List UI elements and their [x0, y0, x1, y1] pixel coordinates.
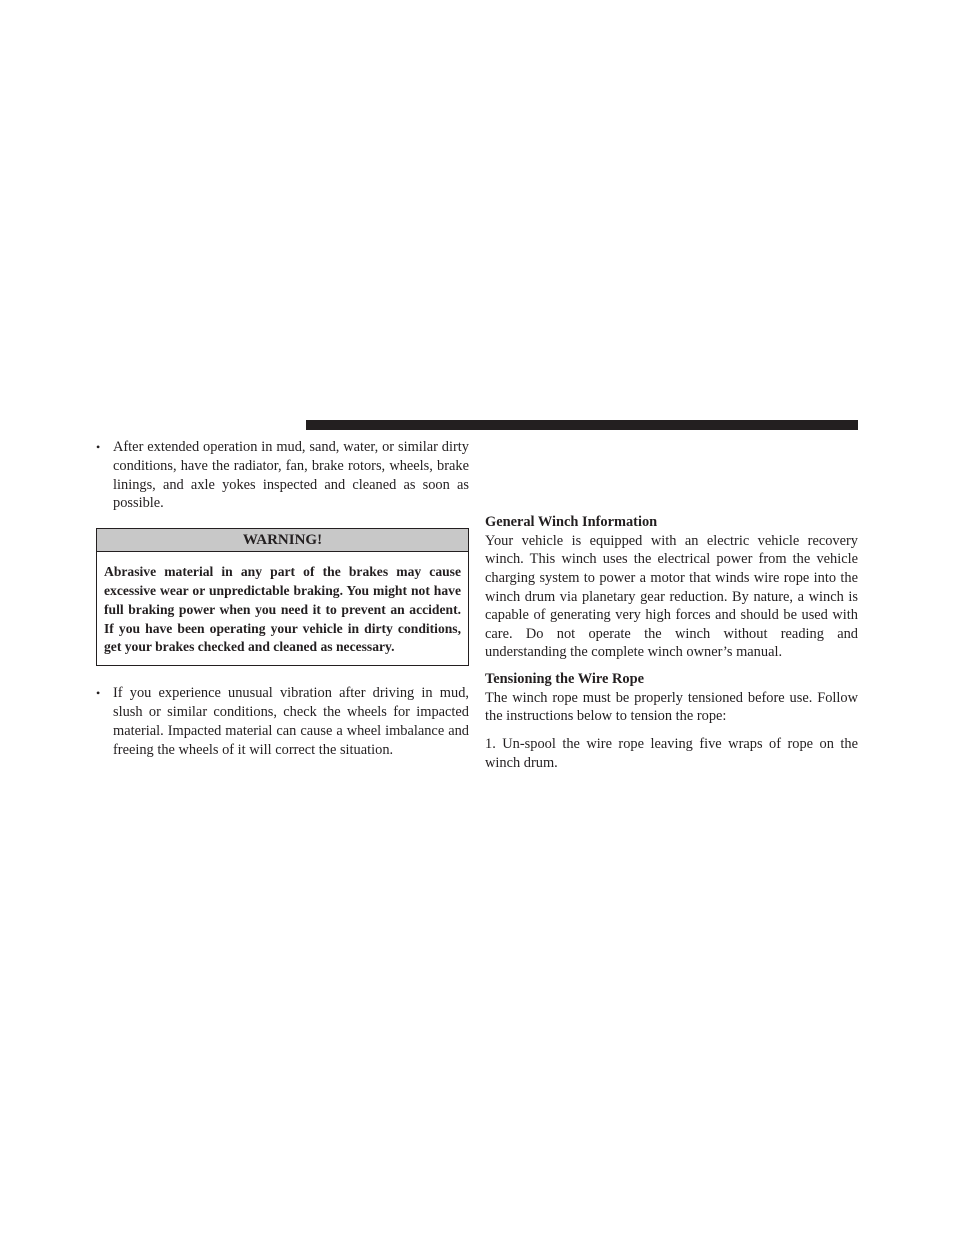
paragraph-tensioning: The winch rope must be properly tensioned before use. Follow the instructions below to tension the rope:	[485, 689, 858, 725]
section-header-bar	[306, 420, 858, 430]
warning-title: WARNING!	[97, 529, 468, 552]
warning-box	[96, 528, 469, 666]
bullet-dot: •	[96, 686, 101, 701]
step-1: 1. Un-spool the wire rope leaving five wraps of rope on the winch drum.	[485, 735, 858, 771]
section-heading-tensioning: Tensioning the Wire Rope	[485, 670, 644, 687]
paragraph-general-winch: Your vehicle is equipped with an electric vehicle recovery winch. This winch uses the electrical power from the vehicle charging system to power a motor that winds wire rope into the winch drum via planetary gear reduction. By nature, a winch is capable of generating very high forces and should be used with care. Do not operate the winch without reading and understanding the complete winch owner’s manual.	[485, 532, 858, 661]
section-heading-general-winch: General Winch Information	[485, 514, 658, 530]
right-column	[485, 513, 858, 772]
bullet-text: If you experience unusual vibration after driving in mud, slush or similar conditions, check the wheels for impacted material. Impacted material can cause a wheel imbalance and freeing the wheels of it will correct the situation.	[113, 685, 469, 758]
left-column	[96, 438, 469, 759]
bullet-text: After extended operation in mud, sand, water, or similar dirty conditions, have the radiator, fan, brake rotors, wheels, brake linings, and axle yokes inspected and cleaned as soon as possible.	[113, 439, 469, 512]
bullet-item-vibration	[96, 684, 469, 759]
bullet-item-cleaning	[96, 438, 469, 513]
warning-text: Abrasive material in any part of the brakes may cause excessive wear or unpredictable braking. You might not have full braking power when you need it to prevent an accident. If you have been operating your vehicle in dirty conditions, get your brakes checked and cleaned as necessary.	[104, 564, 461, 655]
bullet-dot: •	[96, 440, 101, 454]
